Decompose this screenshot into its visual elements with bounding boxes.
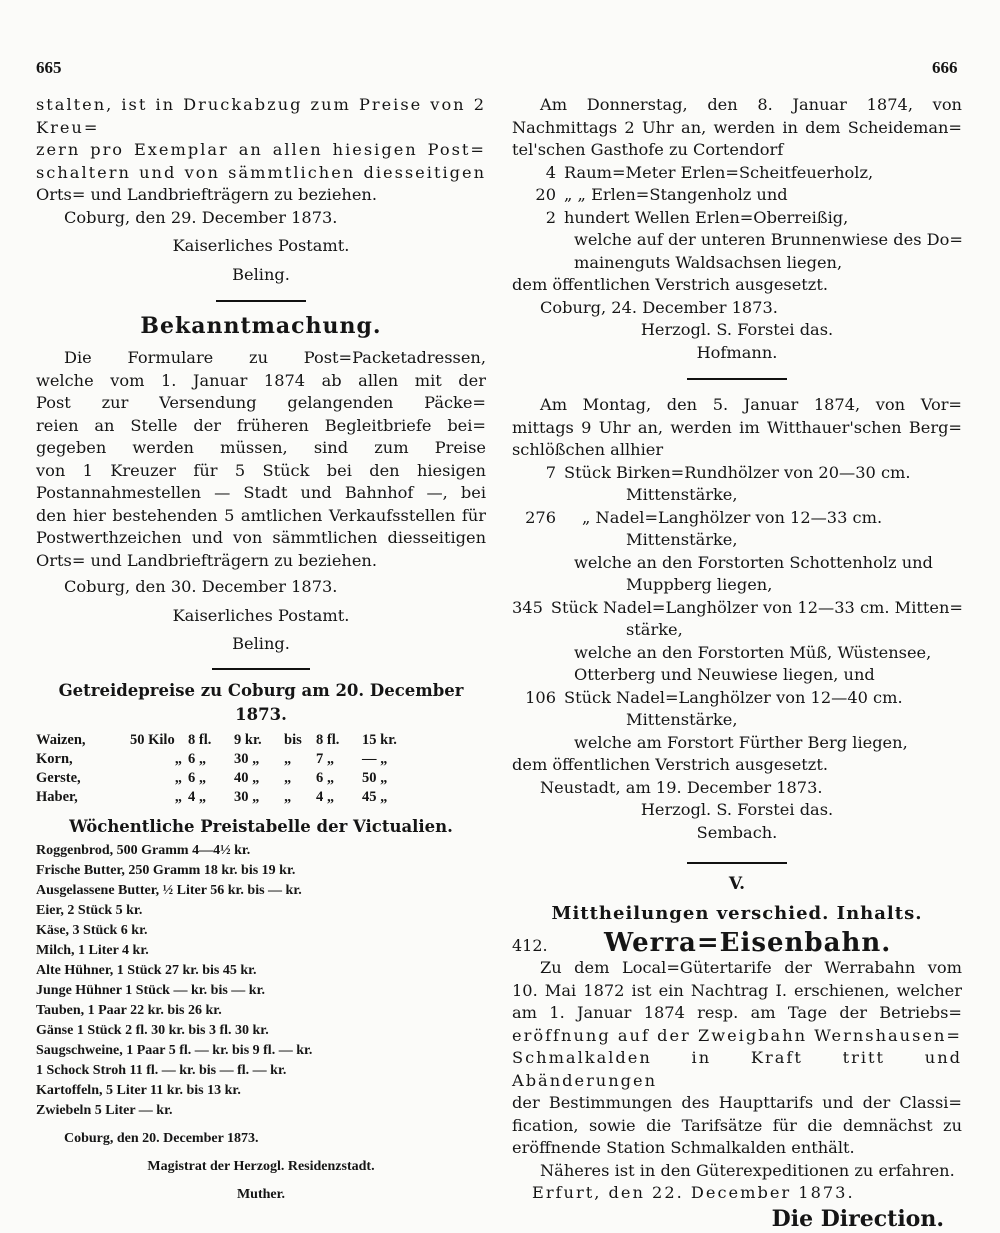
item-text: Stück Nadel=Langhölzer von 12—33 cm. Mitten= (550, 597, 963, 617)
sale1-line: tel'schen Gasthofe zu Cortendorf (512, 140, 784, 159)
grain-unit: „ (174, 769, 182, 786)
sale2-date: Neustadt, am 19. December 1873. (540, 777, 823, 797)
grain-name: Gerste, (36, 769, 81, 786)
notice1-date: Coburg, den 29. December 1873. (64, 207, 338, 227)
sale2-row (512, 552, 962, 575)
item-text: Raum=Meter Erlen=Scheitfeuerholz, (564, 162, 874, 182)
item-quantity: 106 (525, 687, 556, 707)
item-text: welche an den Forstorten Müß, Wüstensee, (574, 642, 932, 662)
list-item: Junge Hühner 1 Stück — kr. bis — kr. (36, 982, 265, 998)
divider (687, 378, 787, 380)
notice2-line: reien an Stelle der früheren Begleitbriefe bei= (36, 415, 486, 435)
list-item: Saugschweine, 1 Paar 5 fl. — kr. bis 9 fl. — kr. (36, 1042, 313, 1058)
sale2-row (512, 529, 962, 552)
grain-price: 6 „ (188, 750, 207, 767)
right-column (512, 94, 962, 1233)
left-column (36, 94, 486, 1205)
grain-price: 6 „ (316, 769, 335, 786)
sale1-office: Herzogl. S. Forstei das. (640, 320, 834, 339)
grain-price: 50 „ (362, 769, 388, 786)
section-number: V. (728, 874, 746, 894)
notice3-signer: Muther. (236, 1186, 286, 1202)
list-item: Tauben, 1 Paar 22 kr. bis 26 kr. (36, 1002, 222, 1018)
sale2-row (512, 687, 962, 710)
grain-price-table (36, 731, 416, 807)
grain-price: 45 „ (362, 788, 388, 805)
werra-line: der Bestimmungen des Haupttarifs und der Classi= (512, 1093, 962, 1112)
item-quantity: 7 (545, 462, 556, 482)
sale2-row (512, 732, 962, 755)
item-text: Stück Nadel=Langhölzer von 12—40 cm. (564, 687, 903, 707)
werra-line: fication, sowie die Tarifsätze für die demnächst zu (512, 1115, 962, 1135)
item-quantity (512, 529, 564, 552)
table-row (36, 769, 416, 788)
item-text: hundert Wellen Erlen=Oberreißig, (564, 207, 849, 227)
sale2-row (512, 484, 962, 507)
werra-line: Schmalkalden in Kraft tritt und Abänderungen (512, 1048, 962, 1090)
item-quantity (512, 484, 564, 507)
sale2-line: Am Montag, den 5. Januar 1874, von Vor= (540, 395, 962, 414)
sale1-signer: Hofmann. (696, 342, 778, 362)
notice2-line: Die Formulare zu Post=Packetadressen, (64, 348, 486, 367)
divider (687, 862, 787, 864)
werra-heading-row (512, 927, 962, 958)
table-row (36, 750, 416, 769)
notice2-line: welche vom 1. Januar 1874 ab allen mit der (36, 370, 486, 390)
sale2-signer: Sembach. (696, 822, 778, 842)
page-number-left: 665 (36, 58, 62, 77)
viktualien-heading: Wöchentliche Preistabelle der Victualien. (69, 816, 453, 836)
notice3-date: Coburg, den 20. December 1873. (64, 1130, 259, 1146)
notice1-line: schaltern und von sämmtlichen diesseitigen (36, 162, 486, 182)
grain-name: Waizen, (36, 731, 86, 748)
item-quantity (512, 664, 564, 687)
notice2-line: gegeben werden müssen, sind zum Preise (36, 438, 486, 457)
werra-line: Zu dem Local=Gütertarife der Werrabahn vom (540, 958, 962, 977)
sale2-row (512, 619, 962, 642)
notice2-line: Postwerthzeichen und von sämmtlichen diesseitigen (36, 528, 486, 547)
divider (216, 300, 306, 302)
werra-line: eröffnende Station Schmalkalden enthält. (512, 1138, 855, 1157)
item-quantity: 20 (535, 185, 556, 204)
grain-price: 4 „ (316, 788, 335, 805)
notice2-line: Orts= und Landbriefträgern zu beziehen. (36, 550, 377, 570)
sale2-row (512, 664, 962, 687)
list-item: Kartoffeln, 5 Liter 11 kr. bis 13 kr. (36, 1082, 241, 1098)
item-quantity (512, 732, 564, 755)
notice2-line: Postannahmestellen — Stadt und Bahnhof —, bei (36, 483, 486, 502)
grain-name: Korn, (36, 750, 73, 767)
notice1-office: Kaiserliches Postamt. (172, 236, 350, 255)
grain-price: 8 fl. (316, 731, 340, 748)
list-item: Eier, 2 Stück 5 kr. (36, 902, 143, 918)
sale1-line: Nachmittags 2 Uhr an, werden in dem Scheideman= (512, 117, 962, 137)
item-text: Otterberg und Neuwiese liegen, und (574, 665, 875, 684)
item-quantity (512, 574, 564, 597)
werra-line: am 1. Januar 1874 resp. am Tage der Betriebs= (512, 1003, 962, 1022)
grain-price: 15 kr. (362, 731, 397, 748)
grain-price: 30 „ (234, 788, 260, 805)
notice1-line: Orts= und Landbriefträgern zu beziehen. (36, 185, 377, 204)
grain-bis: „ (284, 788, 292, 805)
grain-price: 7 „ (316, 750, 335, 767)
item-quantity: 276 (525, 507, 556, 527)
sale1-line: Am Donnerstag, den 8. Januar 1874, von (540, 95, 962, 114)
item-text: stärke, (626, 620, 683, 639)
grain-price: 9 kr. (234, 731, 262, 748)
item-quantity: 4 (545, 162, 556, 182)
sale1-item (512, 162, 962, 185)
grain-bis: bis (284, 731, 302, 748)
sale1-line: welche auf der unteren Brunnenwiese des Do= (574, 230, 963, 249)
sale1-end: dem öffentlichen Verstrich ausgesetzt. (512, 275, 828, 294)
sale2-row (512, 642, 962, 665)
sale2-row (512, 709, 962, 732)
sale2-line: schlößchen allhier (512, 440, 664, 459)
item-quantity: 345 (512, 597, 543, 617)
page-number-right: 666 (932, 58, 958, 77)
list-item: Milch, 1 Liter 4 kr. (36, 942, 149, 958)
sale2-row (512, 507, 962, 530)
notice-number: 412. (512, 935, 548, 955)
sale2-end: dem öffentlichen Verstrich ausgesetzt. (512, 755, 828, 774)
getreide-heading: Getreidepreise zu Coburg am 20. December 1873. (58, 680, 464, 724)
sale2-row (512, 574, 962, 597)
notice2-signer: Beling. (232, 634, 290, 653)
sale1-line: mainenguts Waldsachsen liegen, (574, 252, 843, 272)
list-item: Frische Butter, 250 Gramm 18 kr. bis 19 kr. (36, 862, 296, 878)
sale2-line: mittags 9 Uhr an, werden im Witthauer'schen Berg= (512, 417, 962, 437)
grain-unit: „ (174, 750, 182, 767)
werra-more: Näheres ist in den Güterexpeditionen zu erfahren. (540, 1160, 955, 1180)
sale2-office: Herzogl. S. Forstei das. (640, 800, 834, 819)
list-item: Gänse 1 Stück 2 fl. 30 kr. bis 3 fl. 30 kr. (36, 1022, 269, 1038)
sale2-row (512, 597, 962, 620)
list-item: Roggenbrod, 500 Gramm 4—4½ kr. (36, 842, 251, 858)
grain-price: 40 „ (234, 769, 260, 786)
item-text: „ Nadel=Langhölzer von 12—33 cm. (582, 507, 883, 527)
notice1-signer: Beling. (232, 264, 290, 284)
grain-price: 4 „ (188, 788, 207, 805)
table-row (36, 731, 416, 750)
notice3-office: Magistrat der Herzogl. Residenzstadt. (147, 1158, 375, 1174)
notice2-date: Coburg, den 30. December 1873. (64, 577, 338, 596)
item-text: Mittenstärke, (626, 710, 738, 729)
list-item: 1 Schock Stroh 11 fl. — kr. bis — fl. — kr. (36, 1062, 287, 1078)
victuals-list (36, 841, 486, 1121)
grain-price: 30 „ (234, 750, 260, 767)
grain-bis: „ (284, 750, 292, 767)
grain-price: 6 „ (188, 769, 207, 786)
bekanntmachung-heading: Bekanntmachung. (140, 313, 382, 339)
list-item: Alte Hühner, 1 Stück 27 kr. bis 45 kr. (36, 962, 257, 978)
notice2-line: von 1 Kreuzer für 5 Stück bei den hiesigen (36, 460, 486, 480)
grain-bis: „ (284, 769, 292, 786)
list-item: Zwiebeln 5 Liter — kr. (36, 1102, 173, 1118)
item-text: welche an den Forstorten Schottenholz und (574, 552, 933, 572)
grain-name: Haber, (36, 788, 78, 805)
sale2-row (512, 462, 962, 485)
werra-heading: Werra=Eisenbahn. (604, 927, 892, 958)
item-quantity (512, 619, 564, 642)
item-text: Mittenstärke, (626, 485, 738, 504)
item-text: welche am Forstort Fürther Berg liegen, (574, 732, 908, 752)
grain-price: 8 fl. (188, 731, 212, 748)
sale1-item (512, 207, 962, 230)
notice2-office: Kaiserliches Postamt. (172, 605, 350, 625)
notice2-line: den hier bestehenden 5 amtlichen Verkaufsstellen für (36, 505, 486, 525)
list-item: Ausgelassene Butter, ½ Liter 56 kr. bis — kr. (36, 882, 302, 898)
grain-price: — „ (362, 750, 388, 767)
table-row (36, 788, 416, 807)
werra-line: eröffnung auf der Zweigbahn Wernshausen= (512, 1025, 962, 1045)
werra-signer: Die Direction. (771, 1205, 944, 1232)
notice1-line: zern pro Exemplar an allen hiesigen Post= (36, 140, 486, 159)
item-quantity (512, 552, 564, 575)
item-text: Mittenstärke, (626, 530, 738, 549)
item-text: Muppberg liegen, (626, 575, 773, 594)
sale1-date: Coburg, 24. December 1873. (540, 297, 778, 317)
section-heading: Mittheilungen verschied. Inhalts. (551, 902, 923, 924)
item-quantity: 2 (545, 207, 556, 227)
werra-date: Erfurt, den 22. December 1873. (532, 1183, 855, 1202)
grain-unit: „ (174, 788, 182, 805)
list-item: Käse, 3 Stück 6 kr. (36, 922, 148, 938)
item-text: „ „ Erlen=Stangenholz und (564, 185, 788, 204)
item-quantity (512, 709, 564, 732)
werra-line: 10. Mai 1872 ist ein Nachtrag I. erschienen, welcher (512, 980, 962, 1000)
item-quantity (512, 642, 564, 665)
notice2-line: Post zur Versendung gelangenden Päcke= (36, 393, 486, 412)
item-text: Stück Birken=Rundhölzer von 20—30 cm. (564, 462, 911, 482)
divider (212, 668, 310, 670)
grain-unit: 50 Kilo (130, 731, 175, 748)
sale1-item (512, 184, 962, 207)
notice1-line: stalten, ist in Druckabzug zum Preise von 2 Kreu= (36, 95, 486, 137)
